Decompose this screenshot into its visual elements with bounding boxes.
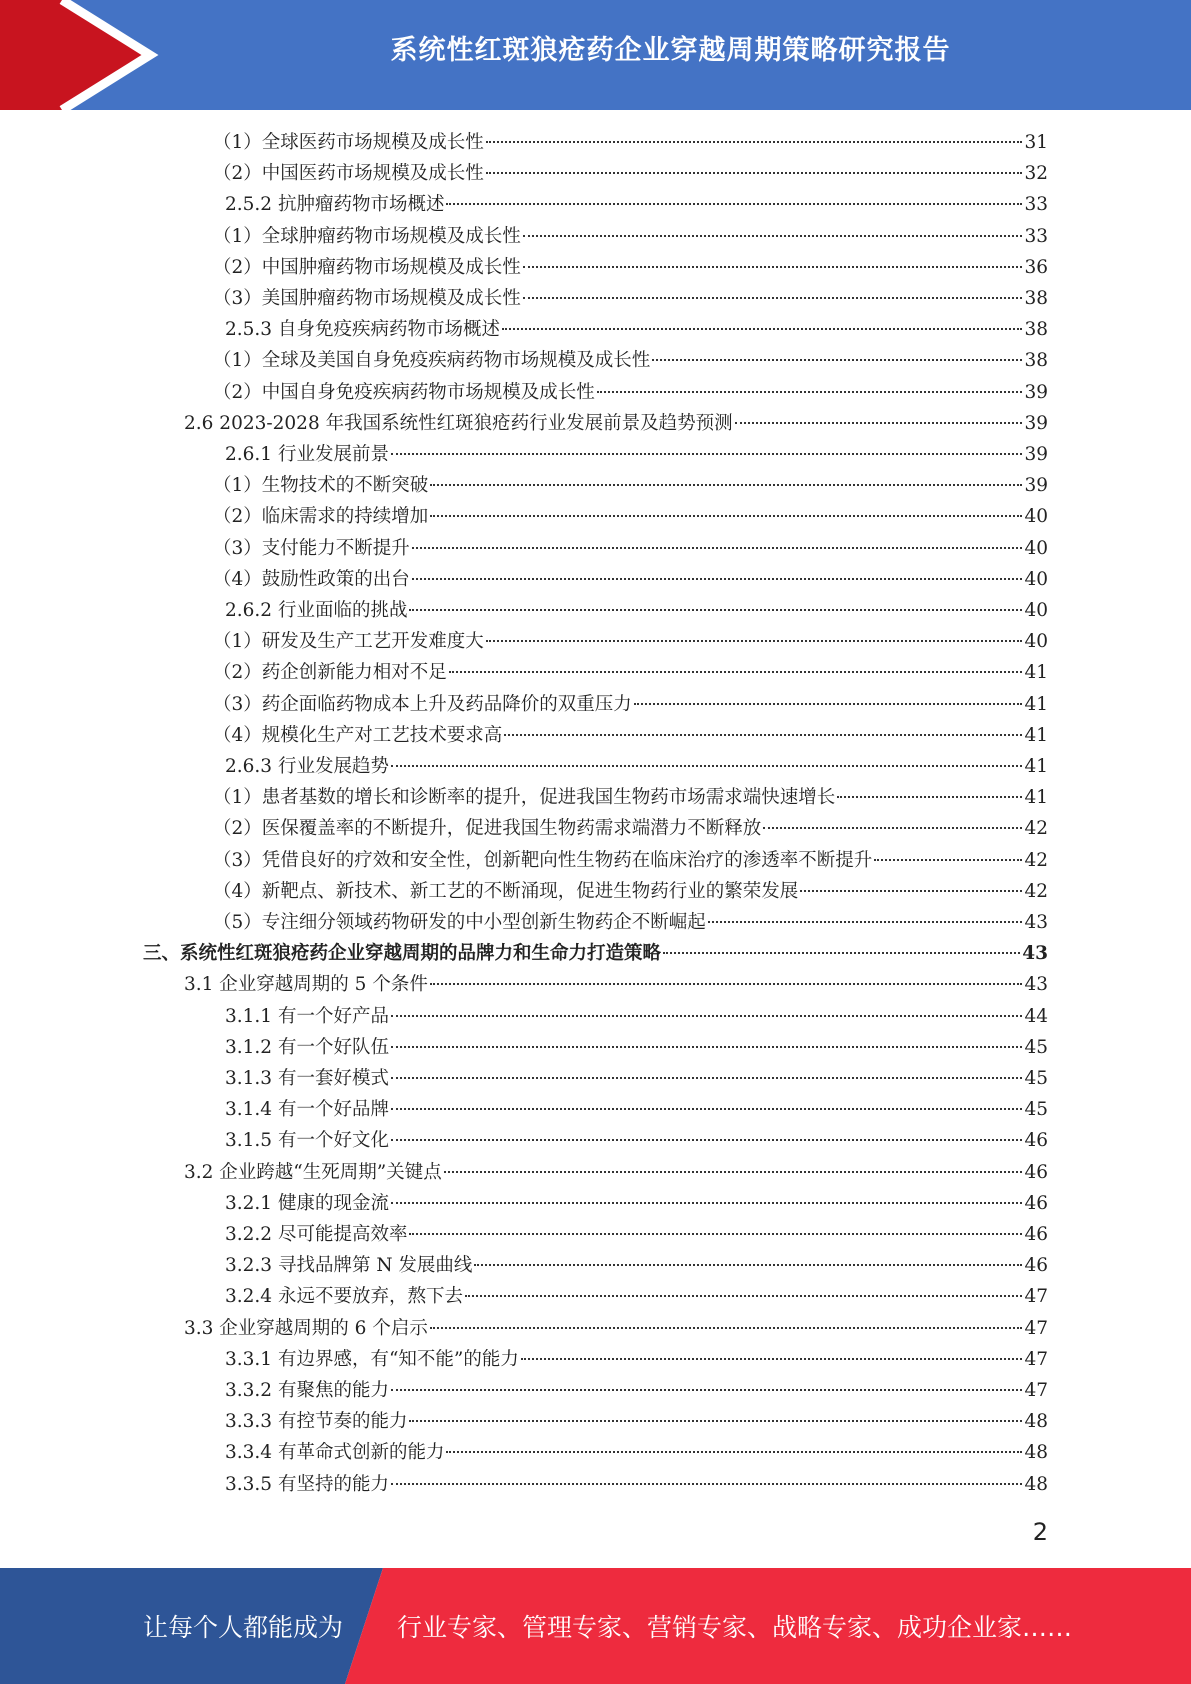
toc-entry[interactable]	[213, 720, 1048, 751]
toc-leader-dots	[391, 1139, 1022, 1141]
toc-entry[interactable]	[184, 969, 1048, 1000]
toc-entry[interactable]	[213, 283, 1048, 314]
toc-entry-page: 39	[1024, 412, 1048, 434]
toc-entry-title: （5）专注细分领域药物研发的中小型创新生物药企不断崛起	[213, 912, 706, 933]
toc-entry-title: 3.1.3 有一套好模式	[225, 1068, 389, 1089]
toc-entry-title: 3.1.4 有一个好品牌	[225, 1099, 389, 1121]
toc-entry[interactable]	[184, 1157, 1048, 1188]
toc-leader-dots	[597, 391, 1023, 393]
toc-leader-dots	[449, 671, 1023, 673]
toc-entry-page: 38	[1024, 288, 1048, 309]
toc-entry-page: 40	[1024, 568, 1048, 590]
toc-entry[interactable]	[225, 1250, 1048, 1281]
toc-entry-page: 48	[1024, 1411, 1048, 1433]
toc-entry-page: 47	[1024, 1317, 1048, 1339]
toc-leader-dots	[391, 765, 1022, 767]
toc-entry[interactable]	[213, 533, 1048, 564]
toc-entry-page: 46	[1024, 1161, 1048, 1183]
toc-leader-dots	[663, 952, 1020, 954]
toc-leader-dots	[412, 578, 1023, 580]
toc-entry-title: 3.2 企业跨越“生死周期”关键点	[184, 1161, 442, 1183]
page-footer	[0, 1568, 1191, 1684]
toc-entry-title: （3）药企面临药物成本上升及药品降价的双重压力	[213, 693, 632, 715]
footer-slogan-left: 让每个人都能成为	[143, 1613, 344, 1642]
toc-entry-page: 39	[1024, 444, 1048, 465]
toc-leader-dots	[391, 1389, 1022, 1391]
toc-entry-page: 48	[1024, 1442, 1048, 1464]
toc-entry-page: 46	[1024, 1192, 1048, 1214]
toc-entry-page: 40	[1024, 506, 1048, 528]
toc-entry-title: （1）全球及美国自身免疫疾病药物市场规模及成长性	[213, 350, 651, 372]
toc-entry-page: 43	[1024, 912, 1048, 933]
toc-entry-page: 39	[1024, 381, 1048, 403]
toc-entry-page: 41	[1024, 662, 1048, 684]
toc-entry-page: 47	[1024, 1348, 1048, 1370]
toc-entry-title: 3.1.5 有一个好文化	[225, 1130, 389, 1152]
toc-leader-dots	[391, 1046, 1022, 1048]
toc-leader-dots	[465, 1295, 1022, 1297]
toc-leader-dots	[523, 235, 1023, 237]
toc-entry-page: 40	[1024, 537, 1048, 559]
toc-entry-page: 44	[1024, 1005, 1048, 1027]
toc-entry[interactable]	[213, 470, 1048, 501]
toc-entry[interactable]	[225, 751, 1048, 782]
toc-entry-page: 47	[1024, 1286, 1048, 1308]
toc-entry-title: （2）药企创新能力相对不足	[213, 662, 447, 684]
toc-entry-page: 42	[1024, 849, 1048, 871]
toc-entry-title: （1）患者基数的增长和诊断率的提升，促进我国生物药市场需求端快速增长	[213, 787, 836, 809]
toc-leader-dots	[486, 141, 1023, 143]
toc-entry[interactable]	[213, 657, 1048, 688]
document-title: 系统性红斑狼疮药企业穿越周期策略研究报告	[390, 35, 951, 66]
toc-entry-title: （4）规模化生产对工艺技术要求高	[213, 724, 503, 746]
toc-entry-page: 38	[1024, 319, 1048, 341]
toc-entry-title: （2）临床需求的持续增加	[213, 506, 429, 528]
toc-entry[interactable]	[225, 1469, 1048, 1500]
toc-leader-dots	[486, 640, 1023, 642]
toc-entry[interactable]	[143, 938, 1048, 969]
toc-entry-title: （2）中国肿瘤药物市场规模及成长性	[213, 256, 521, 278]
toc-leader-dots	[446, 1451, 1022, 1453]
toc-entry-title: （3）凭借良好的疗效和安全性，创新靶向性生物药在临床治疗的渗透率不断提升	[213, 849, 873, 871]
toc-entry[interactable]	[225, 1188, 1048, 1219]
toc-entry[interactable]	[225, 1125, 1048, 1156]
toc-entry[interactable]	[225, 1281, 1048, 1312]
toc-entry-title: 3.1.2 有一个好队伍	[225, 1036, 389, 1058]
toc-entry-title: 3.3.4 有革命式创新的能力	[225, 1442, 445, 1464]
toc-entry-page: 41	[1024, 756, 1048, 777]
toc-entry-title: 3.1.1 有一个好产品	[225, 1005, 389, 1027]
toc-leader-dots	[409, 1420, 1022, 1422]
toc-entry-page: 38	[1024, 350, 1048, 372]
toc-entry[interactable]	[213, 782, 1048, 813]
toc-entry-title: （4）新靶点、新技术、新工艺的不断涌现，促进生物药行业的繁荣发展	[213, 880, 799, 902]
toc-leader-dots	[430, 515, 1022, 517]
toc-entry-title: （4）鼓励性政策的出台	[213, 568, 410, 590]
toc-entry[interactable]	[213, 158, 1048, 189]
toc-leader-dots	[652, 359, 1022, 361]
toc-leader-dots	[430, 983, 1023, 985]
toc-entry-page: 45	[1024, 1068, 1048, 1089]
toc-entry-title: 3.2.4 永远不要放弃，熬下去	[225, 1286, 463, 1308]
toc-entry-title: （3）支付能力不断提升	[213, 537, 410, 559]
toc-entry-title: 3.1 企业穿越周期的 5 个条件	[184, 974, 428, 996]
toc-leader-dots	[391, 1108, 1022, 1110]
toc-entry[interactable]	[225, 1001, 1048, 1032]
toc-entry-title: 2.5.2 抗肿瘤药物市场概述	[225, 194, 445, 216]
toc-entry[interactable]	[213, 626, 1048, 657]
toc-entry-page: 33	[1024, 225, 1048, 247]
toc-entry-page: 46	[1024, 1130, 1048, 1152]
toc-leader-dots	[409, 1233, 1022, 1235]
toc-entry-title: （2）中国医药市场规模及成长性	[213, 163, 484, 185]
toc-entry-title: 3.2.2 尽可能提高效率	[225, 1224, 408, 1245]
toc-leader-dots	[504, 734, 1022, 736]
toc-entry[interactable]	[213, 377, 1048, 408]
toc-entry[interactable]	[213, 221, 1048, 252]
toc-leader-dots	[391, 1202, 1022, 1204]
toc-leader-dots	[474, 1264, 1022, 1266]
toc-entry[interactable]	[213, 845, 1048, 876]
toc-entry-title: 3.3.1 有边界感，有“知不能”的能力	[225, 1348, 519, 1370]
toc-entry-title: 3.3.5 有坚持的能力	[225, 1473, 389, 1495]
toc-leader-dots	[412, 547, 1023, 549]
toc-entry-page: 31	[1024, 132, 1048, 153]
toc-entry-page: 41	[1024, 787, 1048, 809]
toc-entry[interactable]	[225, 189, 1048, 220]
toc-entry[interactable]	[225, 1219, 1048, 1250]
toc-entry[interactable]	[225, 1437, 1048, 1468]
toc-entry[interactable]	[213, 689, 1048, 720]
toc-entry[interactable]	[213, 252, 1048, 283]
toc-entry[interactable]	[184, 1313, 1048, 1344]
toc-entry-page: 45	[1024, 1036, 1048, 1058]
toc-entry-title: （1）生物技术的不断突破	[213, 475, 429, 497]
toc-leader-dots	[521, 1358, 1023, 1360]
toc-entry-title: 2.6 2023-2028 年我国系统性红斑狼疮药行业发展前景及趋势预测	[184, 412, 733, 434]
toc-entry-page: 46	[1024, 1224, 1048, 1245]
toc-entry-title: 3.3 企业穿越周期的 6 个启示	[184, 1317, 428, 1339]
toc-leader-dots	[430, 1327, 1023, 1329]
toc-entry-title: （1）研发及生产工艺开发难度大	[213, 631, 484, 653]
toc-entry[interactable]	[225, 1063, 1048, 1094]
toc-leader-dots	[446, 203, 1022, 205]
toc-entry-page: 41	[1024, 724, 1048, 746]
toc-entry-title: 2.6.1 行业发展前景	[225, 444, 389, 465]
toc-entry-title: 2.6.3 行业发展趋势	[225, 756, 389, 777]
toc-entry-page: 42	[1024, 818, 1048, 840]
toc-entry[interactable]	[213, 564, 1048, 595]
toc-leader-dots	[523, 266, 1023, 268]
toc-leader-dots	[874, 859, 1022, 861]
toc-entry-page: 48	[1024, 1473, 1048, 1495]
toc-entry-title: 3.2.3 寻找品牌第 N 发展曲线	[225, 1255, 473, 1277]
toc-entry[interactable]	[213, 501, 1048, 532]
toc-leader-dots	[391, 1015, 1022, 1017]
toc-leader-dots	[444, 1171, 1023, 1173]
toc-entry[interactable]	[225, 314, 1048, 345]
toc-entry-page: 32	[1024, 163, 1048, 185]
toc-entry[interactable]	[225, 439, 1048, 470]
toc-leader-dots	[523, 297, 1023, 299]
toc-entry[interactable]	[225, 1406, 1048, 1437]
toc-entry-title: （3）美国肿瘤药物市场规模及成长性	[213, 288, 521, 309]
toc-entry-title: （2）中国自身免疫疾病药物市场规模及成长性	[213, 381, 595, 403]
toc-entry-page: 40	[1024, 600, 1048, 621]
toc-entry[interactable]	[213, 127, 1048, 158]
footer-slogan-right: 行业专家、管理专家、营销专家、战略专家、成功企业家……	[397, 1613, 1073, 1642]
toc-entry[interactable]	[225, 595, 1048, 626]
toc-entry-page: 46	[1024, 1255, 1048, 1277]
toc-entry[interactable]	[213, 813, 1048, 844]
toc-entry[interactable]	[184, 408, 1048, 439]
toc-leader-dots	[409, 609, 1022, 611]
toc-entry-title: （1）全球肿瘤药物市场规模及成长性	[213, 225, 521, 247]
toc-entry-page: 33	[1024, 194, 1048, 216]
toc-leader-dots	[391, 1483, 1022, 1485]
toc-leader-dots	[486, 172, 1023, 174]
toc-entry-title: 3.3.2 有聚焦的能力	[225, 1380, 389, 1401]
toc-entry-page: 41	[1024, 693, 1048, 715]
toc-entry-title: 3.2.1 健康的现金流	[225, 1192, 389, 1214]
toc-leader-dots	[430, 484, 1022, 486]
toc-leader-dots	[502, 328, 1022, 330]
toc-entry-page: 45	[1024, 1099, 1048, 1121]
toc-entry-page: 47	[1024, 1380, 1048, 1401]
toc-entry-page: 43	[1024, 974, 1048, 996]
toc-leader-dots	[391, 453, 1022, 455]
toc-entry-page: 36	[1024, 256, 1048, 278]
toc-leader-dots	[800, 890, 1022, 892]
toc-entry-title: 2.6.2 行业面临的挑战	[225, 600, 408, 621]
toc-entry[interactable]	[225, 1375, 1048, 1406]
toc-leader-dots	[634, 703, 1023, 705]
toc-leader-dots	[708, 921, 1023, 923]
toc-entry[interactable]	[225, 1094, 1048, 1125]
toc-entry-page: 40	[1024, 631, 1048, 653]
toc-entry[interactable]	[213, 907, 1048, 938]
toc-entry-title: （1）全球医药市场规模及成长性	[213, 132, 484, 153]
page-number: 2	[1032, 1518, 1048, 1546]
toc-leader-dots	[391, 1077, 1022, 1079]
toc-entry[interactable]	[213, 345, 1048, 376]
toc-entry-title: 3.3.3 有控节奏的能力	[225, 1411, 408, 1433]
toc-entry[interactable]	[213, 876, 1048, 907]
toc-entry-title: （2）医保覆盖率的不断提升，促进我国生物药需求端潜力不断释放	[213, 818, 762, 840]
toc-leader-dots	[837, 796, 1022, 798]
toc-entry-page: 39	[1024, 475, 1048, 497]
toc-entry-page: 43	[1022, 943, 1048, 965]
toc-entry[interactable]	[225, 1344, 1048, 1375]
page-header	[0, 0, 1191, 110]
toc-leader-dots	[735, 422, 1023, 424]
toc-leader-dots	[763, 827, 1022, 829]
toc-entry[interactable]	[225, 1032, 1048, 1063]
toc-entry-page: 42	[1024, 880, 1048, 902]
toc-entry-title: 2.5.3 自身免疫疾病药物市场概述	[225, 319, 500, 341]
toc-entry-title: 三、系统性红斑狼疮药企业穿越周期的品牌力和生命力打造策略	[143, 943, 662, 965]
